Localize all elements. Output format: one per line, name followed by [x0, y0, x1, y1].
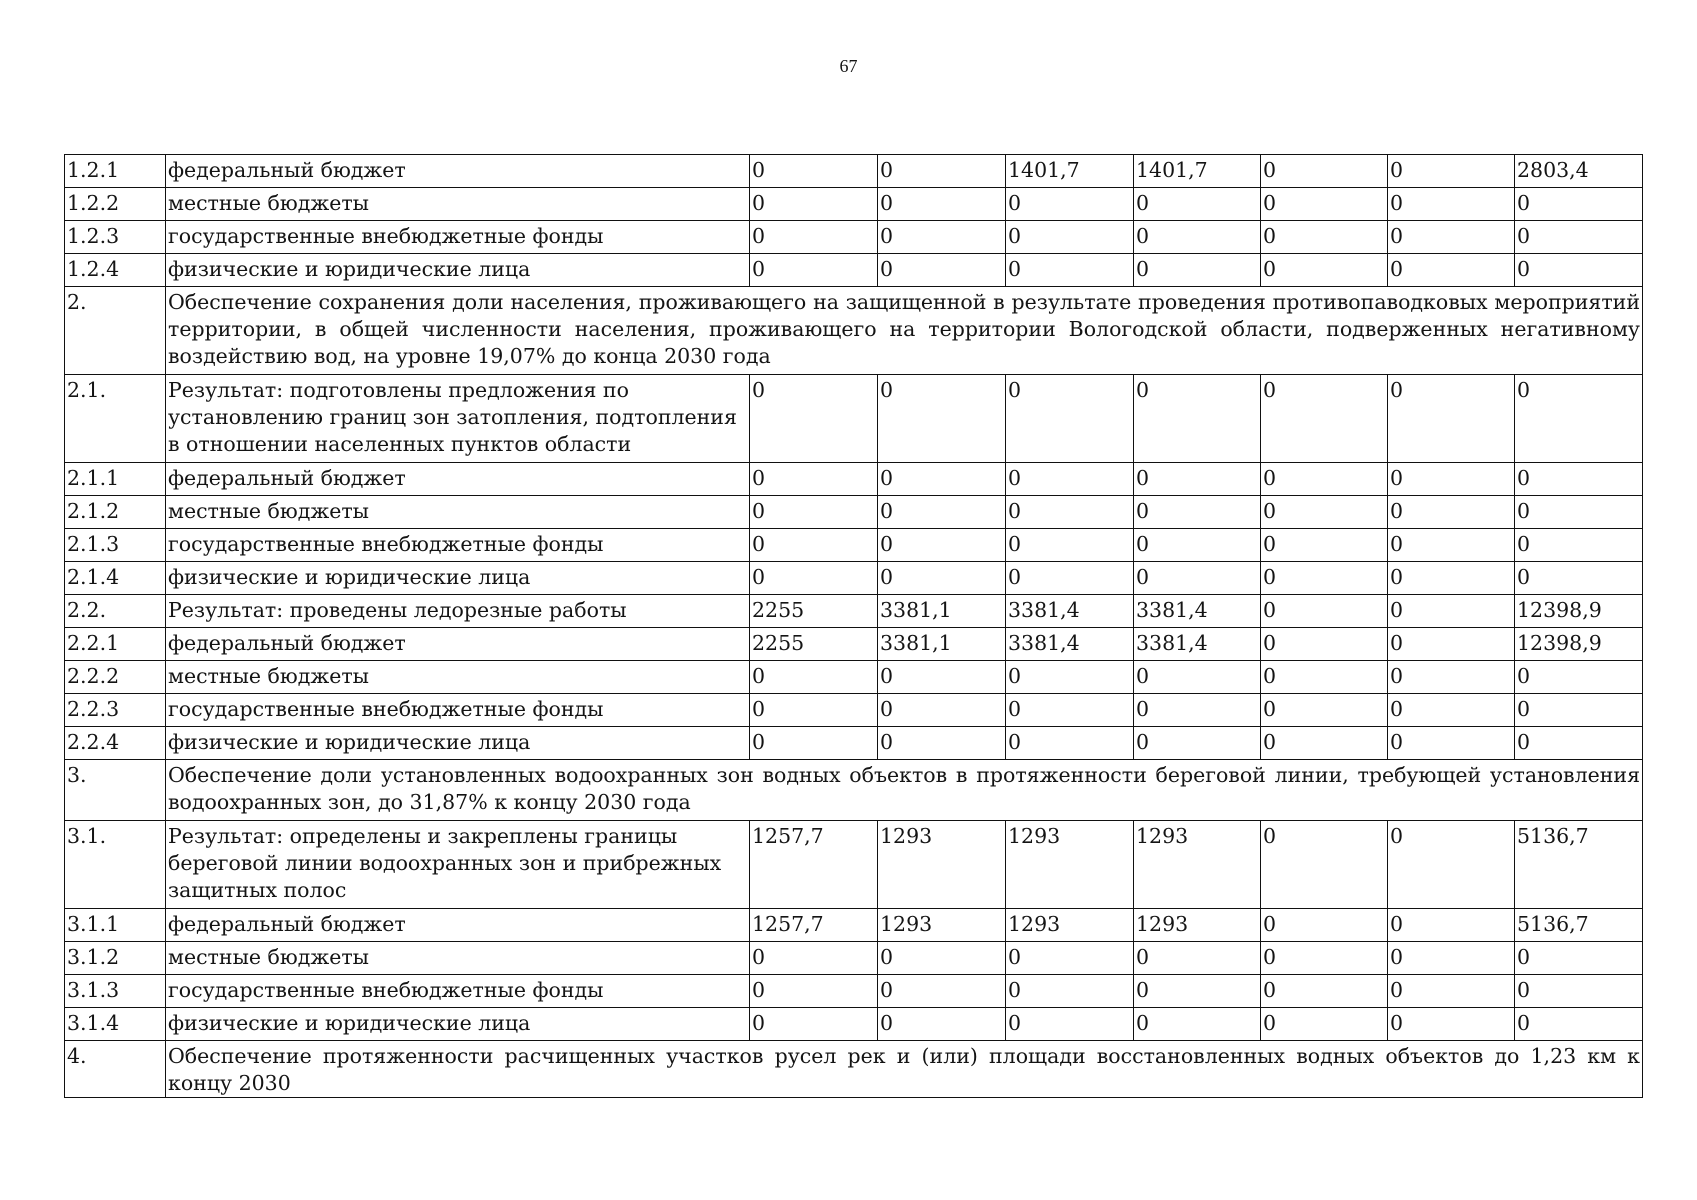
value-cell: 0: [1515, 661, 1643, 694]
table-row: [65, 727, 1643, 760]
value-cell: 3381,4: [1134, 628, 1261, 661]
value-cell: 0: [1134, 661, 1261, 694]
row-name: Результат: подготовлены предложения по установлению границ зон затопления, подтопления в отношении населенных пунктов области: [166, 375, 750, 463]
value-cell: 0: [1134, 1008, 1261, 1041]
value-cell: 0: [1261, 562, 1388, 595]
row-code: 2.1.1: [65, 463, 166, 496]
value-cell: 0: [750, 727, 878, 760]
value-cell: 0: [878, 188, 1006, 221]
value-cell: 0: [1261, 942, 1388, 975]
value-cell: 0: [750, 375, 878, 463]
row-code: 4.: [65, 1041, 166, 1098]
value-cell: 12398,9: [1515, 595, 1643, 628]
value-cell: 1257,7: [750, 821, 878, 909]
row-name: федеральный бюджет: [166, 463, 750, 496]
value-cell: 0: [750, 188, 878, 221]
value-cell: 0: [1006, 221, 1134, 254]
value-cell: 0: [1134, 562, 1261, 595]
table-row: [65, 375, 1643, 463]
row-code: 2.2.2: [65, 661, 166, 694]
value-cell: 0: [1388, 1008, 1515, 1041]
value-cell: 0: [1006, 188, 1134, 221]
value-cell: 1257,7: [750, 909, 878, 942]
value-cell: 1293: [878, 821, 1006, 909]
table-row: [65, 694, 1643, 727]
row-code: 2.1.2: [65, 496, 166, 529]
page-number: 67: [839, 56, 858, 76]
value-cell: 0: [1261, 254, 1388, 287]
row-code: 3.1.3: [65, 975, 166, 1008]
value-cell: 2255: [750, 595, 878, 628]
value-cell: 0: [1515, 975, 1643, 1008]
value-cell: 0: [750, 694, 878, 727]
value-cell: 0: [1261, 375, 1388, 463]
section-title: Обеспечение доли установленных водоохранных зон водных объектов в протяженности береговой линии, требующей установления водоохранных зон, до 31,87% к концу 2030 года: [166, 760, 1643, 821]
table-row: [65, 909, 1643, 942]
value-cell: 0: [1006, 1008, 1134, 1041]
value-cell: 0: [1134, 942, 1261, 975]
row-code: 2.1.3: [65, 529, 166, 562]
row-name: местные бюджеты: [166, 496, 750, 529]
value-cell: 0: [1261, 595, 1388, 628]
value-cell: 0: [1261, 821, 1388, 909]
value-cell: 0: [1006, 727, 1134, 760]
table-row: [65, 821, 1643, 909]
value-cell: 0: [1515, 496, 1643, 529]
value-cell: 3381,4: [1134, 595, 1261, 628]
value-cell: 0: [1388, 496, 1515, 529]
value-cell: 0: [1261, 188, 1388, 221]
budget-table: [64, 154, 1643, 1098]
value-cell: 0: [1134, 254, 1261, 287]
table-row: [65, 1008, 1643, 1041]
value-cell: 0: [1134, 694, 1261, 727]
value-cell: 0: [1261, 496, 1388, 529]
row-code: 2.2.3: [65, 694, 166, 727]
value-cell: 0: [1261, 1008, 1388, 1041]
value-cell: 0: [1388, 529, 1515, 562]
table-row: [65, 628, 1643, 661]
row-code: 3.1.1: [65, 909, 166, 942]
row-code: 1.2.3: [65, 221, 166, 254]
value-cell: 0: [1515, 254, 1643, 287]
value-cell: 0: [1134, 496, 1261, 529]
table-row: [65, 562, 1643, 595]
value-cell: 5136,7: [1515, 821, 1643, 909]
value-cell: 0: [1515, 375, 1643, 463]
section-title: Обеспечение сохранения доли населения, проживающего на защищенной в результате проведения противопаводковых мероприятий территории, в общей численности населения, проживающего на территории Вологодской области, подверженных негативному воздействию вод, на уровне 19,07% до конца 2030 года: [166, 287, 1643, 375]
value-cell: 0: [1006, 942, 1134, 975]
value-cell: 0: [750, 1008, 878, 1041]
row-code: 2.2.: [65, 595, 166, 628]
row-code: 3.1.: [65, 821, 166, 909]
value-cell: 0: [750, 661, 878, 694]
value-cell: 0: [750, 221, 878, 254]
section-title: Обеспечение протяженности расчищенных участков русел рек и (или) площади восстановленных водных объектов до 1,23 км к концу 2030: [166, 1041, 1643, 1098]
row-name: федеральный бюджет: [166, 155, 750, 188]
table-row: [65, 155, 1643, 188]
row-code: 1.2.4: [65, 254, 166, 287]
value-cell: 0: [878, 375, 1006, 463]
value-cell: 0: [1006, 562, 1134, 595]
row-name: государственные внебюджетные фонды: [166, 529, 750, 562]
row-name: физические и юридические лица: [166, 727, 750, 760]
value-cell: 1293: [1134, 821, 1261, 909]
value-cell: 0: [750, 529, 878, 562]
value-cell: 0: [1388, 942, 1515, 975]
value-cell: 0: [1388, 463, 1515, 496]
value-cell: 0: [1006, 529, 1134, 562]
row-name: местные бюджеты: [166, 661, 750, 694]
value-cell: 0: [1388, 628, 1515, 661]
value-cell: 0: [750, 942, 878, 975]
value-cell: 0: [750, 562, 878, 595]
value-cell: 1293: [1006, 909, 1134, 942]
table-row: [65, 463, 1643, 496]
value-cell: 0: [1261, 155, 1388, 188]
value-cell: 0: [878, 975, 1006, 1008]
value-cell: 1401,7: [1134, 155, 1261, 188]
value-cell: 0: [1006, 694, 1134, 727]
row-name: физические и юридические лица: [166, 1008, 750, 1041]
value-cell: 0: [750, 254, 878, 287]
value-cell: 0: [1388, 727, 1515, 760]
value-cell: 0: [1006, 463, 1134, 496]
value-cell: 0: [1261, 221, 1388, 254]
value-cell: 0: [878, 529, 1006, 562]
value-cell: 0: [1515, 188, 1643, 221]
row-name: Результат: определены и закреплены границы береговой линии водоохранных зон и прибрежных защитных полос: [166, 821, 750, 909]
table-row: [65, 221, 1643, 254]
value-cell: 12398,9: [1515, 628, 1643, 661]
value-cell: 0: [878, 1008, 1006, 1041]
value-cell: 0: [1006, 496, 1134, 529]
value-cell: 0: [1134, 463, 1261, 496]
value-cell: 0: [878, 496, 1006, 529]
value-cell: 0: [1388, 909, 1515, 942]
row-code: 2.: [65, 287, 166, 375]
value-cell: 0: [750, 463, 878, 496]
table-row: [65, 188, 1643, 221]
value-cell: 0: [1134, 221, 1261, 254]
row-code: 2.1.: [65, 375, 166, 463]
value-cell: 0: [1515, 1008, 1643, 1041]
value-cell: 0: [878, 727, 1006, 760]
value-cell: 3381,4: [1006, 595, 1134, 628]
value-cell: 3381,1: [878, 595, 1006, 628]
row-code: 2.1.4: [65, 562, 166, 595]
section-row: [65, 760, 1643, 821]
value-cell: 0: [1515, 942, 1643, 975]
value-cell: 0: [1388, 188, 1515, 221]
value-cell: 1293: [1134, 909, 1261, 942]
value-cell: 0: [1388, 221, 1515, 254]
value-cell: 0: [1388, 975, 1515, 1008]
value-cell: 0: [878, 661, 1006, 694]
row-code: 2.2.1: [65, 628, 166, 661]
value-cell: 2803,4: [1515, 155, 1643, 188]
value-cell: 0: [1134, 188, 1261, 221]
value-cell: 1293: [1006, 821, 1134, 909]
value-cell: 0: [1388, 155, 1515, 188]
value-cell: 0: [1261, 727, 1388, 760]
value-cell: 0: [878, 562, 1006, 595]
value-cell: 0: [878, 155, 1006, 188]
value-cell: 0: [1388, 661, 1515, 694]
value-cell: 0: [1515, 529, 1643, 562]
value-cell: 0: [1006, 375, 1134, 463]
row-code: 1.2.2: [65, 188, 166, 221]
value-cell: 0: [878, 463, 1006, 496]
row-name: федеральный бюджет: [166, 909, 750, 942]
value-cell: 3381,1: [878, 628, 1006, 661]
row-name: государственные внебюджетные фонды: [166, 221, 750, 254]
value-cell: 0: [1515, 562, 1643, 595]
table-row: [65, 975, 1643, 1008]
value-cell: 0: [1388, 375, 1515, 463]
row-name: физические и юридические лица: [166, 562, 750, 595]
value-cell: 0: [1261, 975, 1388, 1008]
value-cell: 0: [1134, 375, 1261, 463]
table-row: [65, 496, 1643, 529]
value-cell: 0: [1261, 529, 1388, 562]
value-cell: 1401,7: [1006, 155, 1134, 188]
row-name: Результат: проведены ледорезные работы: [166, 595, 750, 628]
value-cell: 1293: [878, 909, 1006, 942]
value-cell: 0: [1006, 975, 1134, 1008]
table-row: [65, 661, 1643, 694]
value-cell: 5136,7: [1515, 909, 1643, 942]
value-cell: 0: [1006, 661, 1134, 694]
section-row: [65, 287, 1643, 375]
value-cell: 3381,4: [1006, 628, 1134, 661]
row-name: местные бюджеты: [166, 942, 750, 975]
value-cell: 0: [1515, 694, 1643, 727]
value-cell: 0: [1261, 463, 1388, 496]
table-body: [65, 155, 1643, 1098]
value-cell: 0: [750, 496, 878, 529]
row-name: государственные внебюджетные фонды: [166, 694, 750, 727]
row-code: 3.1.4: [65, 1008, 166, 1041]
section-row: [65, 1041, 1643, 1098]
row-code: 3.1.2: [65, 942, 166, 975]
row-code: 3.: [65, 760, 166, 821]
table-row: [65, 942, 1643, 975]
row-code: 1.2.1: [65, 155, 166, 188]
value-cell: 0: [1388, 595, 1515, 628]
row-name: местные бюджеты: [166, 188, 750, 221]
value-cell: 0: [1134, 975, 1261, 1008]
value-cell: 0: [1515, 463, 1643, 496]
value-cell: 0: [1006, 254, 1134, 287]
table-row: [65, 529, 1643, 562]
value-cell: 0: [1388, 562, 1515, 595]
value-cell: 0: [750, 975, 878, 1008]
value-cell: 0: [878, 221, 1006, 254]
value-cell: 0: [1261, 661, 1388, 694]
value-cell: 0: [1388, 694, 1515, 727]
value-cell: 0: [1388, 821, 1515, 909]
row-name: физические и юридические лица: [166, 254, 750, 287]
value-cell: 2255: [750, 628, 878, 661]
value-cell: 0: [1261, 694, 1388, 727]
row-name: федеральный бюджет: [166, 628, 750, 661]
value-cell: 0: [1134, 529, 1261, 562]
value-cell: 0: [1515, 221, 1643, 254]
table-row: [65, 254, 1643, 287]
row-code: 2.2.4: [65, 727, 166, 760]
value-cell: 0: [878, 694, 1006, 727]
table-row: [65, 595, 1643, 628]
value-cell: 0: [1388, 254, 1515, 287]
value-cell: 0: [1261, 628, 1388, 661]
row-name: государственные внебюджетные фонды: [166, 975, 750, 1008]
value-cell: 0: [878, 254, 1006, 287]
value-cell: 0: [1515, 727, 1643, 760]
value-cell: 0: [750, 155, 878, 188]
value-cell: 0: [1261, 909, 1388, 942]
value-cell: 0: [878, 942, 1006, 975]
value-cell: 0: [1134, 727, 1261, 760]
